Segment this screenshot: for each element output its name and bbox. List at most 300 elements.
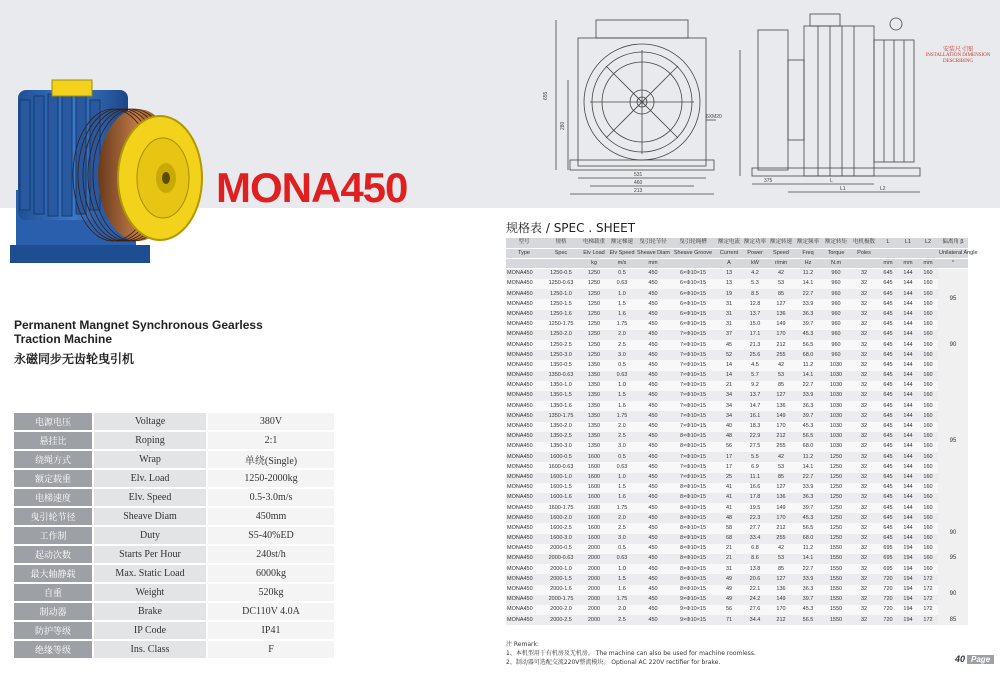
spec-header-cell: m/s [608,258,636,268]
page-number [955,654,994,664]
spec-cell: 144 [898,269,918,279]
spec-row [506,381,968,391]
spec-header-cell: 偏离角 β [938,238,968,248]
spec-cell: 144 [898,340,918,350]
spec-cell: 144 [898,320,918,330]
spec-cell: 24.2 [742,595,768,605]
spec-cell: 9×Φ10×15 [670,595,716,605]
spec-cell: 8×Φ10×15 [670,564,716,574]
drawing-note-en2: DESCRIBING [942,59,973,64]
spec-cell: 212 [768,432,794,442]
spec-cell: 31 [716,299,742,309]
spec-cell: 1030 [822,371,850,381]
spec-cell: 450 [636,595,670,605]
spec-cell: 1.75 [608,595,636,605]
spec-model-cell: MONA450 [506,615,542,625]
spec-cell: 45.3 [794,605,822,615]
spec-cell: 160 [918,310,938,320]
param-row [14,603,334,620]
spec-cell: 8.6 [742,554,768,564]
spec-cell: 2000-2.0 [542,605,580,615]
spec-cell: 0.63 [608,462,636,472]
param-row [14,546,334,563]
spec-cell: 450 [636,391,670,401]
spec-cell: 9×Φ10×15 [670,605,716,615]
spec-cell: 160 [918,371,938,381]
spec-cell: 1250-2.0 [542,330,580,340]
spec-cell: 32 [850,432,878,442]
spec-cell: 8.5 [742,289,768,299]
spec-row [506,585,968,595]
spec-cell: 1030 [822,411,850,421]
spec-cell: 450 [636,371,670,381]
spec-cell: 7×Φ10×15 [670,340,716,350]
spec-cell: 160 [918,432,938,442]
spec-header-cell [850,258,878,268]
spec-cell: 1250 [580,289,608,299]
spec-row [506,401,968,411]
spec-cell: 32 [850,462,878,472]
spec-model-cell: MONA450 [506,462,542,472]
spec-cell: 1250 [822,503,850,513]
spec-cell: 144 [898,432,918,442]
spec-cell: 160 [918,554,938,564]
spec-cell: 32 [850,513,878,523]
spec-cell: 85 [768,289,794,299]
spec-row [506,330,968,340]
spec-cell: 194 [898,595,918,605]
spec-cell: 41 [716,483,742,493]
param-value: 520kg [208,584,334,601]
spec-cell: 450 [636,320,670,330]
spec-cell: 645 [878,513,898,523]
spec-cell: 160 [918,320,938,330]
dim-center-height: 280 [560,121,566,130]
spec-cell: 160 [918,442,938,452]
spec-cell: 36.3 [794,401,822,411]
spec-cell: 85 [768,381,794,391]
spec-model-cell: MONA450 [506,493,542,503]
spec-row [506,554,968,564]
spec-cell: 1350 [580,371,608,381]
spec-cell: 9×Φ10×15 [670,615,716,625]
spec-model-cell: MONA450 [506,595,542,605]
spec-header-cell: 电机极数 [850,238,878,248]
spec-cell: 32 [850,350,878,360]
spec-cell: 8×Φ10×15 [670,442,716,452]
spec-cell: 160 [918,513,938,523]
spec-cell: 25.6 [742,350,768,360]
spec-cell: 32 [850,330,878,340]
spec-cell: 2000 [580,544,608,554]
spec-cell: 645 [878,422,898,432]
spec-cell: 136 [768,310,794,320]
spec-cell: 194 [898,554,918,564]
spec-cell: 1350-0.5 [542,360,580,370]
spec-angle-cell: 95 [938,360,968,523]
spec-cell: 6×Φ10×15 [670,310,716,320]
spec-cell: 17 [716,452,742,462]
spec-cell: 1250-0.63 [542,279,580,289]
param-label-en: Elv. Load [94,470,206,487]
param-label-cn: 曳引轮节径 [14,508,92,525]
spec-cell: 194 [898,544,918,554]
spec-cell: 172 [918,595,938,605]
spec-cell: 45.3 [794,330,822,340]
spec-header-cell: kW [742,258,768,268]
spec-cell: 32 [850,381,878,391]
spec-cell: 960 [822,320,850,330]
param-value: 0.5-3.0m/s [208,489,334,506]
spec-cell: 34.4 [742,615,768,625]
spec-cell: 56.5 [794,432,822,442]
spec-cell: 0.5 [608,452,636,462]
spec-cell: 144 [898,483,918,493]
spec-cell: 14.1 [794,371,822,381]
spec-cell: 1250 [822,473,850,483]
spec-cell: 160 [918,330,938,340]
spec-cell: 6×Φ10×15 [670,320,716,330]
spec-cell: 17 [716,462,742,472]
spec-row [506,310,968,320]
spec-cell: 41 [716,493,742,503]
spec-cell: 2000-0.63 [542,554,580,564]
spec-cell: 1550 [822,615,850,625]
spec-cell: 160 [918,411,938,421]
spec-cell: 8×Φ10×15 [670,585,716,595]
spec-model-cell: MONA450 [506,513,542,523]
spec-row [506,503,968,513]
spec-cell: 1030 [822,442,850,452]
spec-cell: 1250-1.0 [542,289,580,299]
spec-cell: 1350 [580,432,608,442]
spec-cell: 2.0 [608,330,636,340]
spec-cell: 2.0 [608,513,636,523]
spec-cell: 27.5 [742,442,768,452]
spec-cell: 144 [898,503,918,513]
spec-cell: 1350-1.75 [542,411,580,421]
spec-cell: 645 [878,269,898,279]
spec-cell: 22.7 [794,381,822,391]
spec-row [506,269,968,279]
spec-cell: 450 [636,299,670,309]
spec-cell: 1250 [580,320,608,330]
spec-cell: 32 [850,473,878,483]
spec-cell: 1.6 [608,401,636,411]
spec-cell: 33.9 [794,299,822,309]
spec-cell: 645 [878,371,898,381]
spec-header-cell: Elv Load [580,248,608,258]
spec-cell: 450 [636,493,670,503]
spec-model-cell: MONA450 [506,391,542,401]
spec-cell: 7×Φ10×15 [670,452,716,462]
spec-row [506,513,968,523]
spec-cell: 645 [878,523,898,533]
spec-cell: 255 [768,534,794,544]
spec-cell: 1030 [822,432,850,442]
spec-cell: 2000 [580,554,608,564]
spec-cell: 1250 [580,310,608,320]
param-value: S5-40%ED [208,527,334,544]
spec-row [506,432,968,442]
spec-title-en: / SPEC . SHEET [542,221,636,235]
spec-cell: 32 [850,442,878,452]
dim-width-3: 213 [634,188,643,194]
spec-cell: 450 [636,554,670,564]
spec-cell: 41 [716,503,742,513]
spec-row [506,595,968,605]
spec-model-cell: MONA450 [506,289,542,299]
spec-header-row [506,248,968,258]
drawing-note-en1: INSTALLATION DIMENSION [925,53,991,58]
spec-cell: 8×Φ10×15 [670,503,716,513]
remark-block [506,640,756,667]
dim-width-1: 531 [634,172,643,178]
spec-cell: 31 [716,310,742,320]
spec-cell: 160 [918,483,938,493]
spec-cell: 13 [716,269,742,279]
spec-row [506,473,968,483]
spec-cell: 160 [918,289,938,299]
spec-cell: 160 [918,269,938,279]
spec-cell: 32 [850,289,878,299]
spec-cell: 40 [716,422,742,432]
spec-cell: 194 [898,564,918,574]
spec-cell: 11.2 [794,269,822,279]
spec-header-cell: N.m [822,258,850,268]
spec-cell: 34 [716,401,742,411]
spec-cell: 144 [898,523,918,533]
param-value: 240st/h [208,546,334,563]
spec-cell: 144 [898,411,918,421]
spec-cell: 1350-0.63 [542,371,580,381]
param-label-en: Starts Per Hour [94,546,206,563]
spec-cell: 32 [850,279,878,289]
param-label-en: Voltage [94,413,206,430]
spec-cell: 645 [878,310,898,320]
spec-cell: 32 [850,534,878,544]
drawing-note [918,44,998,65]
spec-header-cell: 曳引轮绳槽 [670,238,716,248]
spec-cell: 160 [918,401,938,411]
spec-model-cell: MONA450 [506,279,542,289]
spec-cell: 144 [898,462,918,472]
spec-row [506,452,968,462]
spec-header-cell: kg [580,258,608,268]
spec-cell: 1250 [822,523,850,533]
spec-cell: 160 [918,452,938,462]
spec-cell: 0.63 [608,279,636,289]
param-label-cn: 自重 [14,584,92,601]
spec-cell: 695 [878,544,898,554]
spec-cell: 32 [850,340,878,350]
spec-cell: 32 [850,320,878,330]
param-label-en: Elv. Speed [94,489,206,506]
spec-cell: 1600-3.0 [542,534,580,544]
spec-cell: 144 [898,442,918,452]
spec-cell: 960 [822,279,850,289]
spec-model-cell: MONA450 [506,564,542,574]
spec-cell: 1600-1.6 [542,493,580,503]
spec-cell: 127 [768,483,794,493]
spec-cell: 1600-0.5 [542,452,580,462]
param-label-cn: 绕绳方式 [14,451,92,468]
spec-cell: 127 [768,299,794,309]
spec-cell: 1.6 [608,585,636,595]
spec-header-cell: 型号 [506,238,542,248]
spec-cell: 32 [850,493,878,503]
spec-cell: 6×Φ10×15 [670,299,716,309]
spec-cell: 13.8 [742,564,768,574]
spec-cell: 1.75 [608,411,636,421]
spec-model-cell: MONA450 [506,411,542,421]
spec-cell: 8×Φ10×15 [670,523,716,533]
spec-cell: 2000 [580,615,608,625]
spec-cell: 149 [768,503,794,513]
dim-height: 655 [543,91,549,100]
spec-header-cell: 额定功率 [742,238,768,248]
spec-cell: 4.5 [742,360,768,370]
spec-model-cell: MONA450 [506,585,542,595]
spec-cell: 53 [768,554,794,564]
spec-cell: 12.8 [742,299,768,309]
spec-model-cell: MONA450 [506,269,542,279]
spec-header-cell [506,258,542,268]
spec-header-cell: Freq [794,248,822,258]
spec-cell: 20.6 [742,574,768,584]
spec-cell: 170 [768,605,794,615]
spec-cell: 18.3 [742,422,768,432]
spec-cell: 1030 [822,422,850,432]
spec-header-cell: Hz [794,258,822,268]
spec-cell: 144 [898,513,918,523]
spec-cell: 45.3 [794,513,822,523]
spec-cell: 13.7 [742,310,768,320]
spec-model-cell: MONA450 [506,523,542,533]
spec-cell: 19 [716,289,742,299]
spec-cell: 149 [768,411,794,421]
spec-cell: 36.3 [794,585,822,595]
param-label-cn: 防护等级 [14,622,92,639]
spec-cell: 34 [716,411,742,421]
spec-cell: 645 [878,473,898,483]
param-label-cn: 起动次数 [14,546,92,563]
param-row [14,432,334,449]
spec-cell: 695 [878,554,898,564]
spec-cell: 32 [850,391,878,401]
spec-cell: 450 [636,401,670,411]
spec-cell: 144 [898,422,918,432]
spec-cell: 32 [850,371,878,381]
param-row [14,470,334,487]
spec-cell: 172 [918,574,938,584]
spec-cell: 1600 [580,462,608,472]
spec-header-cell [898,248,918,258]
param-label-cn: 电梯速度 [14,489,92,506]
spec-model-cell: MONA450 [506,401,542,411]
spec-cell: 49 [716,585,742,595]
spec-cell: 2000-1.6 [542,585,580,595]
spec-cell: 450 [636,462,670,472]
spec-cell: 21 [716,381,742,391]
spec-cell: 1350 [580,381,608,391]
spec-cell: 720 [878,585,898,595]
spec-cell: 32 [850,554,878,564]
param-value: DC110V 4.0A [208,603,334,620]
spec-cell: 450 [636,360,670,370]
spec-row [506,523,968,533]
spec-cell: 42 [768,269,794,279]
spec-cell: 1600 [580,493,608,503]
spec-cell: 15.0 [742,320,768,330]
spec-cell: 144 [898,310,918,320]
spec-cell: 160 [918,564,938,574]
spec-cell: 1350-3.0 [542,442,580,452]
spec-cell: 212 [768,523,794,533]
param-row [14,508,334,525]
param-value: F [208,641,334,658]
spec-cell: 1350-1.0 [542,381,580,391]
spec-cell: 645 [878,432,898,442]
spec-cell: 160 [918,391,938,401]
spec-cell: 1250 [580,299,608,309]
param-row [14,413,334,430]
spec-cell: 645 [878,279,898,289]
spec-cell: 39.7 [794,503,822,513]
spec-cell: 144 [898,289,918,299]
spec-model-cell: MONA450 [506,310,542,320]
installation-drawing [540,10,970,200]
spec-cell: 645 [878,401,898,411]
spec-cell: 720 [878,605,898,615]
spec-cell: 450 [636,513,670,523]
spec-cell: 53 [768,279,794,289]
spec-row [506,483,968,493]
spec-cell: 645 [878,462,898,472]
spec-header-cell: Elv Speed [608,248,636,258]
spec-cell: 149 [768,320,794,330]
spec-cell: 21.3 [742,340,768,350]
spec-cell: 144 [898,330,918,340]
spec-cell: 2.5 [608,340,636,350]
spec-cell: 144 [898,371,918,381]
spec-cell: 1350 [580,411,608,421]
spec-cell: 33.9 [794,574,822,584]
spec-model-cell: MONA450 [506,299,542,309]
spec-header-cell: r/min [768,258,794,268]
spec-cell: 255 [768,442,794,452]
dim-side-1: 375 [764,178,773,184]
spec-cell: 172 [918,585,938,595]
spec-cell: 144 [898,279,918,289]
spec-header-cell: mm [898,258,918,268]
spec-cell: 7×Φ10×15 [670,473,716,483]
spec-angle-cell: 90 [938,574,968,615]
spec-cell: 136 [768,493,794,503]
spec-row [506,605,968,615]
spec-row [506,279,968,289]
spec-header-cell: mm [918,258,938,268]
spec-cell: 1030 [822,401,850,411]
spec-cell: 160 [918,503,938,513]
param-label-cn: 电源电压 [14,413,92,430]
spec-cell: 1030 [822,360,850,370]
spec-model-cell: MONA450 [506,554,542,564]
spec-cell: 6×Φ10×15 [670,289,716,299]
spec-model-cell: MONA450 [506,360,542,370]
spec-cell: 172 [918,615,938,625]
spec-cell: 1250 [580,340,608,350]
